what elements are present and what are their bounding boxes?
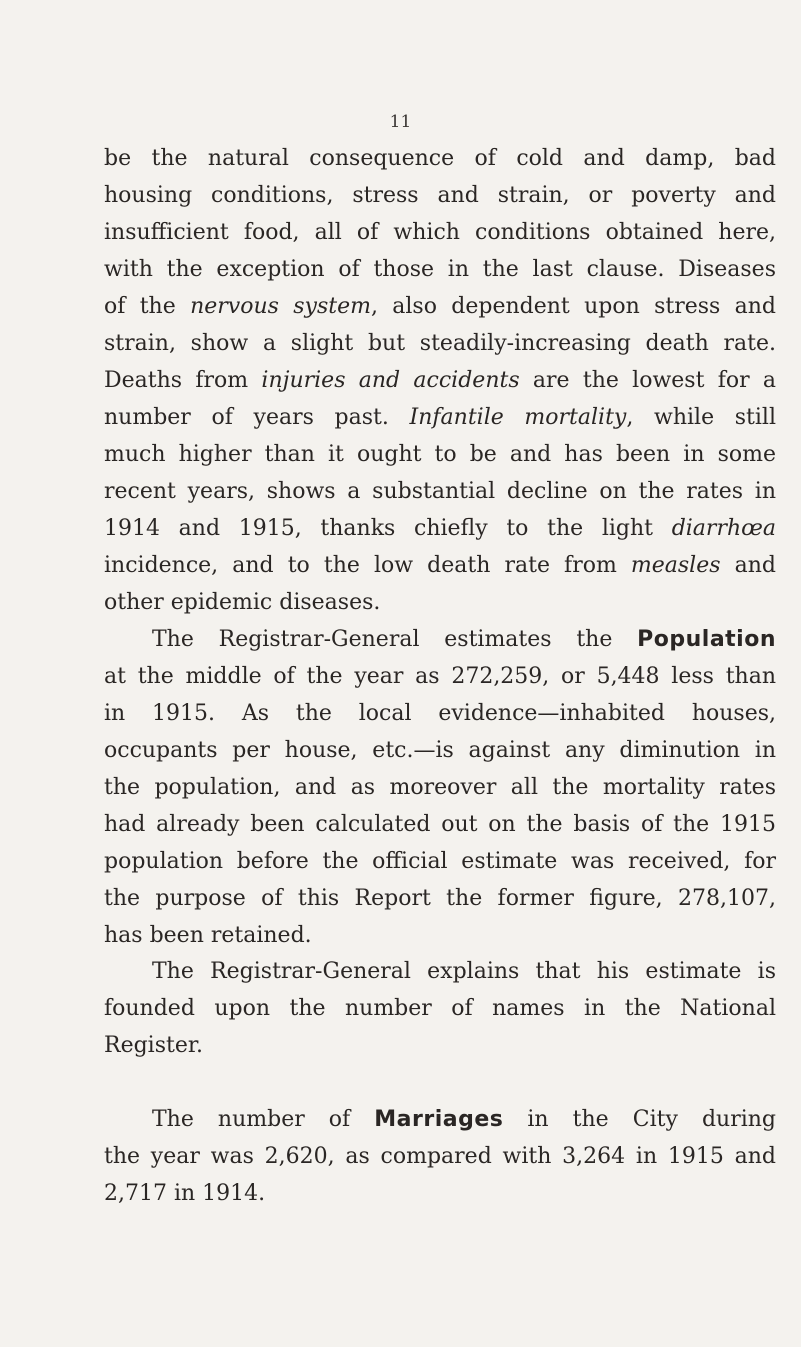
page-number: 11 <box>389 112 412 132</box>
text-line <box>104 621 776 658</box>
italic-term: diarrhœa <box>671 516 776 541</box>
paragraph-registrar-estimate <box>104 953 776 1064</box>
text-run: the year was 2,620, as compared with 3,264 in 1915 and <box>104 1144 776 1169</box>
text-line <box>104 140 776 177</box>
text-line <box>104 880 776 917</box>
text-line <box>104 214 776 251</box>
text-run: much higher than it ought to be and has been in some <box>104 442 776 467</box>
bold-heading-term: Population <box>637 627 776 652</box>
text-line <box>104 362 776 399</box>
text-run: housing conditions, stress and strain, or poverty and <box>104 183 776 208</box>
text-line <box>104 177 776 214</box>
text-run: The number of <box>152 1107 375 1132</box>
italic-term: measles <box>630 553 721 578</box>
text-line <box>104 251 776 288</box>
text-run: the population, and as moreover all the mortality rates <box>104 775 776 800</box>
bold-heading-term: Marriages <box>374 1107 504 1132</box>
text-line <box>104 1101 776 1138</box>
text-run: The Registrar-General estimates the <box>152 627 638 652</box>
text-run: at the middle of the year as 272,259, or 5,448 less than <box>104 664 776 689</box>
text-line <box>104 1175 776 1212</box>
text-line <box>104 288 776 325</box>
text-run: in the City during <box>503 1107 776 1132</box>
text-run: population before the official estimate was received, for <box>104 849 776 874</box>
text-line <box>104 399 776 436</box>
paragraph-marriages <box>104 1101 776 1212</box>
text-run: other epidemic diseases. <box>104 590 381 615</box>
text-run: insufficient food, all of which conditions obtained here, <box>104 220 776 245</box>
text-line <box>104 1027 776 1064</box>
text-line <box>104 769 776 806</box>
text-run: of the <box>104 294 191 319</box>
text-run: are the lowest for a <box>519 368 777 393</box>
text-run: be the natural consequence of cold and damp, bad <box>104 146 776 171</box>
text-line <box>104 325 776 362</box>
text-line <box>104 1138 776 1175</box>
text-run: The Registrar-General explains that his estimate is <box>152 959 776 984</box>
text-run: , while still <box>626 405 777 430</box>
text-line <box>104 953 776 990</box>
text-run: and <box>720 553 776 578</box>
text-run: the purpose of this Report the former figure, 278,107, <box>104 886 776 911</box>
text-line <box>104 695 776 732</box>
text-line <box>104 584 776 621</box>
text-run: , also dependent upon stress and <box>370 294 776 319</box>
italic-term: Infantile mortality <box>409 405 627 430</box>
text-run: incidence, and to the low death rate from <box>104 553 631 578</box>
text-run: occupants per house, etc.—is against any diminution in <box>104 738 776 763</box>
text-run: 1914 and 1915, thanks chiefly to the light <box>104 516 672 541</box>
text-run: Register. <box>104 1033 203 1058</box>
text-run: strain, show a slight but steadily-increasing death rate. <box>104 331 776 356</box>
italic-term: injuries and accidents <box>261 368 520 393</box>
text-line <box>104 436 776 473</box>
paragraph-population <box>104 621 776 954</box>
text-line <box>104 473 776 510</box>
text-run: 2,717 in 1914. <box>104 1181 266 1206</box>
text-line <box>104 547 776 584</box>
text-line <box>104 732 776 769</box>
text-line <box>104 917 776 954</box>
text-run: number of years past. <box>104 405 410 430</box>
text-line <box>104 658 776 695</box>
text-run: Deaths from <box>104 368 262 393</box>
text-run: in 1915. As the local evidence—inhabited houses, <box>104 701 776 726</box>
text-run: founded upon the number of names in the National <box>104 996 776 1021</box>
text-run: had already been calculated out on the basis of the 1915 <box>104 812 776 837</box>
paragraph-causes-of-death <box>104 140 776 621</box>
text-run: recent years, shows a substantial decline on the rates in <box>104 479 776 504</box>
text-line <box>104 843 776 880</box>
text-line <box>104 806 776 843</box>
italic-term: nervous system <box>190 294 371 319</box>
text-run: has been retained. <box>104 923 312 948</box>
text-run: with the exception of those in the last clause. Diseases <box>104 257 776 282</box>
text-line <box>104 990 776 1027</box>
text-line <box>104 510 776 547</box>
